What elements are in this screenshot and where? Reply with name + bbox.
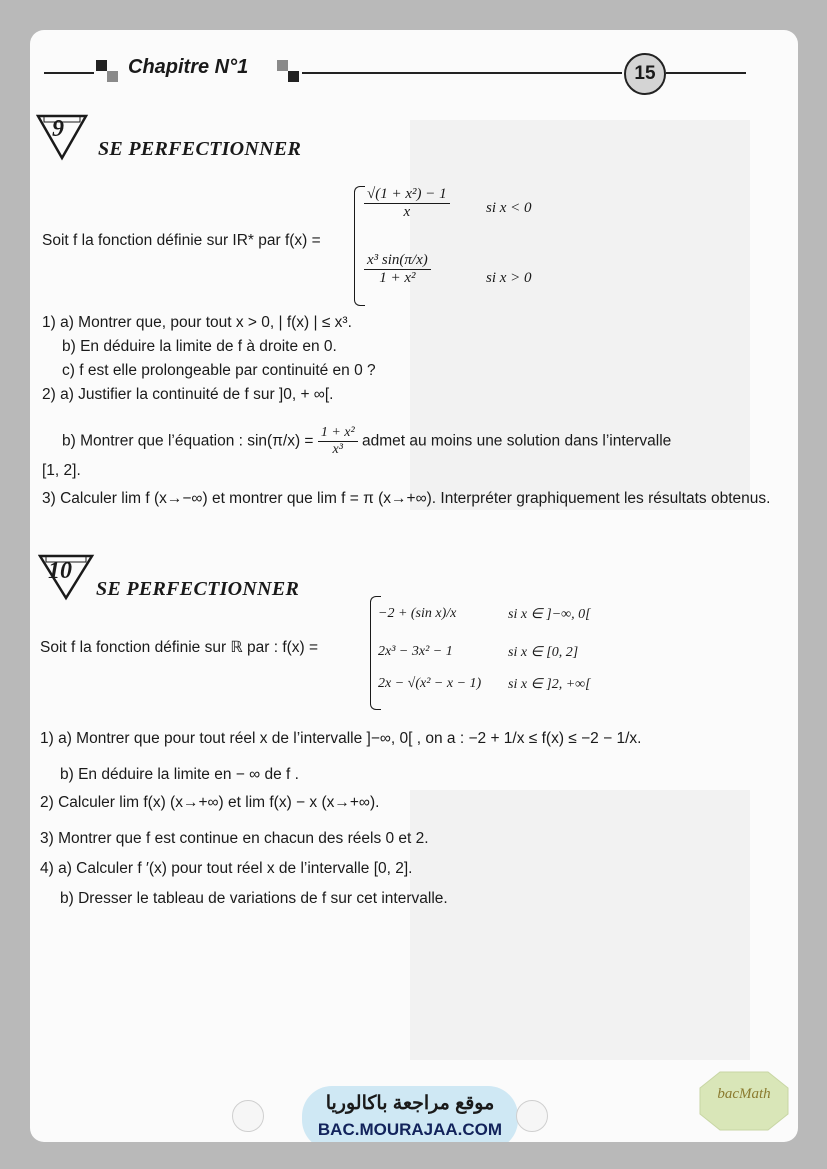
- exercise-title: SE PERFECTIONNER: [96, 578, 300, 600]
- question-1a: 1) a) Montrer que pour tout réel x de l’intervalle ]−∞, 0[ , on a : −2 + 1/x ≤ f(x) ≤ −2 − 1/x.: [40, 730, 642, 747]
- exercise-intro: Soit f la fonction définie sur IR* par f(x) =: [42, 232, 321, 249]
- case-1-expression: −2 + (sin x)/x: [378, 606, 457, 621]
- case-2-expression: 2x³ − 3x² − 1: [378, 644, 453, 659]
- question-2b: b) Montrer que l’équation : sin(π/x) = $\frac{\text{1 + x²}}{\text{x³}}$ admet au moins une solution dans l’intervalle: [62, 425, 672, 457]
- question-1c: c) f est elle prolongeable par continuité en 0 ?: [62, 362, 376, 379]
- question-3: 3) Calculer lim f (x→−∞) et montrer que lim f = π (x→+∞). Interpréter graphiquement les résultats obtenus.: [42, 490, 771, 507]
- exercise-number: 10: [48, 558, 72, 584]
- chapter-title: Chapitre N°1: [128, 56, 249, 78]
- footer-url[interactable]: BAC.MOURAJAA.COM: [317, 1120, 503, 1139]
- question-2: 2) Calculer lim f(x) (x→+∞) et lim f(x) − x (x→+∞).: [40, 794, 380, 811]
- case-1-condition: si x < 0: [486, 200, 532, 216]
- case-2-condition: si x ∈ [0, 2]: [508, 645, 579, 660]
- question-2b-interval: [1, 2].: [42, 462, 81, 479]
- question-1a: 1) a) Montrer que, pour tout x > 0, | f(x) | ≤ x³.: [42, 314, 352, 331]
- case-1-fraction: $\frac{\text{√(1 + x²) − 1}}{x}$: [364, 186, 450, 221]
- question-1b: b) En déduire la limite de f à droite en 0.: [62, 338, 337, 355]
- exercise-title: SE PERFECTIONNER: [98, 138, 302, 160]
- question-3: 3) Montrer que f est continue en chacun des réels 0 et 2.: [40, 830, 429, 847]
- case-3-condition: si x ∈ ]2, +∞[: [508, 677, 591, 692]
- case-2-condition: si x > 0: [486, 270, 532, 286]
- footer-logo-icon: [516, 1100, 548, 1132]
- case-3-expression: 2x − √(x² − x − 1): [378, 676, 482, 691]
- footer-arabic-title: موقع مراجعة باكالوريا: [325, 1093, 495, 1114]
- bacmath-logo: [698, 1070, 790, 1132]
- bleed-through: [410, 790, 750, 1060]
- question-4a: 4) a) Calculer f ′(x) pour tout réel x de l’intervalle [0, 2].: [40, 860, 413, 877]
- footer-logo-icon: [232, 1100, 264, 1132]
- case-2-fraction: $\frac{\text{x³ sin(π/x)}}{\text{1 + x²}}$: [364, 252, 431, 287]
- exercise-number: 9: [52, 116, 64, 142]
- document-page: [30, 30, 798, 1142]
- bacmath-logo-text: bacMath: [717, 1086, 771, 1102]
- case-1-condition: si x ∈ ]−∞, 0[: [508, 607, 591, 622]
- exercise-intro: Soit f la fonction définie sur ℝ par : f(x) =: [40, 639, 319, 656]
- question-1b: b) En déduire la limite en − ∞ de f .: [60, 766, 299, 783]
- page-number: 15: [624, 53, 666, 95]
- footer-site-badge[interactable]: [302, 1086, 518, 1142]
- question-4b: b) Dresser le tableau de variations de f sur cet intervalle.: [60, 890, 448, 907]
- question-2a: 2) a) Justifier la continuité de f sur ]0, + ∞[.: [42, 386, 334, 403]
